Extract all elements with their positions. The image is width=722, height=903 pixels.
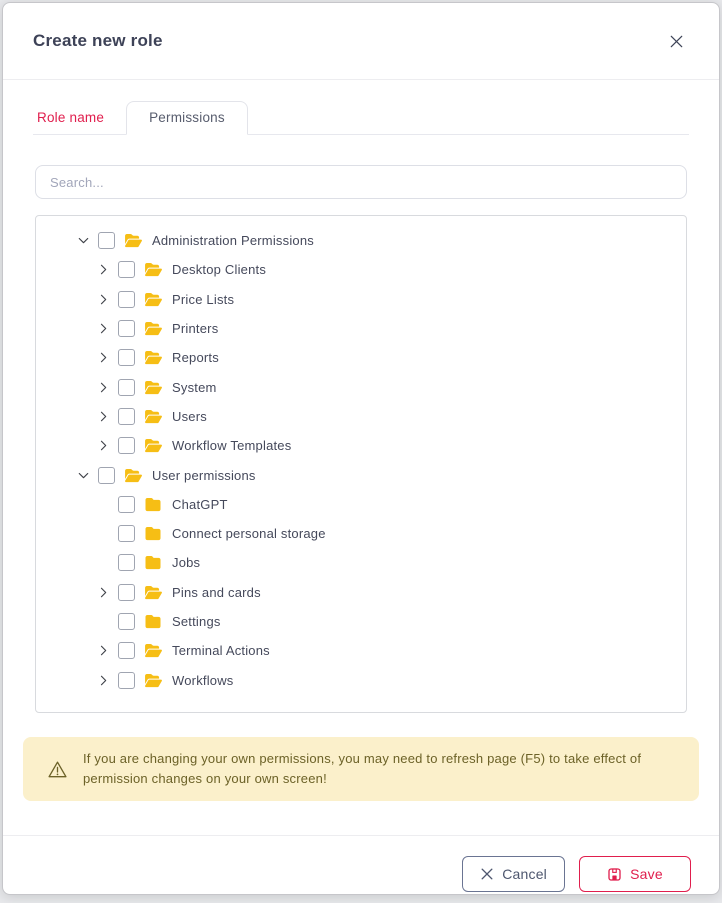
chevron-right-icon[interactable] bbox=[96, 380, 110, 394]
tree-item[interactable] bbox=[36, 314, 686, 343]
chevron-right-icon[interactable] bbox=[96, 439, 110, 453]
chevron-right-icon[interactable] bbox=[96, 673, 110, 687]
tree-item-label: Price Lists bbox=[172, 291, 235, 307]
tab-bar bbox=[33, 101, 689, 135]
dialog-header bbox=[3, 3, 719, 80]
folder-closed-icon bbox=[143, 555, 163, 570]
permissions-tree bbox=[35, 215, 687, 713]
create-role-dialog bbox=[2, 2, 720, 895]
warning-banner bbox=[23, 737, 699, 801]
tree-item-label: System bbox=[172, 379, 217, 395]
permission-checkbox[interactable] bbox=[118, 349, 135, 366]
cancel-button[interactable] bbox=[462, 856, 565, 892]
permission-checkbox[interactable] bbox=[118, 642, 135, 659]
tree-item-label: Terminal Actions bbox=[172, 643, 270, 659]
chevron-right-icon[interactable] bbox=[96, 263, 110, 277]
tree-item-label: Printers bbox=[172, 321, 219, 337]
tree-item-label: Workflow Templates bbox=[172, 438, 292, 454]
tree-item[interactable] bbox=[36, 607, 686, 636]
dialog-footer bbox=[3, 835, 719, 895]
permission-checkbox[interactable] bbox=[98, 467, 115, 484]
tree-item[interactable] bbox=[36, 431, 686, 460]
tree-item[interactable] bbox=[36, 665, 686, 694]
permission-checkbox[interactable] bbox=[118, 613, 135, 630]
permission-checkbox[interactable] bbox=[118, 554, 135, 571]
chevron-right-icon[interactable] bbox=[96, 585, 110, 599]
permission-checkbox[interactable] bbox=[118, 584, 135, 601]
warning-text: If you are changing your own permissions, you may need to refresh page (F5) to take effect of permission changes on your own screen! bbox=[83, 751, 642, 787]
tree-item[interactable] bbox=[36, 372, 686, 401]
tree-item-label: Connect personal storage bbox=[172, 526, 326, 542]
tree-item[interactable] bbox=[36, 548, 686, 577]
permission-checkbox[interactable] bbox=[118, 379, 135, 396]
folder-open-icon bbox=[143, 292, 163, 307]
folder-open-icon bbox=[143, 438, 163, 453]
folder-closed-icon bbox=[143, 526, 163, 541]
permission-checkbox[interactable] bbox=[118, 437, 135, 454]
close-icon bbox=[667, 32, 686, 51]
permission-checkbox[interactable] bbox=[98, 232, 115, 249]
permission-checkbox[interactable] bbox=[118, 525, 135, 542]
tree-item[interactable] bbox=[36, 519, 686, 548]
tree-item-label: Desktop Clients bbox=[172, 262, 267, 278]
tree-item[interactable] bbox=[36, 226, 686, 255]
chevron-right-icon[interactable] bbox=[96, 644, 110, 658]
chevron-down-icon[interactable] bbox=[76, 468, 90, 482]
tree-item-label: Reports bbox=[172, 350, 219, 366]
folder-open-icon bbox=[143, 321, 163, 336]
permission-checkbox[interactable] bbox=[118, 320, 135, 337]
folder-open-icon bbox=[143, 409, 163, 424]
tab-role-name-label: Role name bbox=[37, 110, 105, 125]
tree-item[interactable] bbox=[36, 578, 686, 607]
warning-triangle-icon bbox=[47, 759, 68, 780]
close-button[interactable] bbox=[663, 28, 689, 54]
tree-item-label: ChatGPT bbox=[172, 496, 228, 512]
save-button-label: Save bbox=[630, 866, 663, 883]
folder-open-icon bbox=[143, 380, 163, 395]
tree-item[interactable] bbox=[36, 255, 686, 284]
tree-item[interactable] bbox=[36, 285, 686, 314]
tree-item[interactable] bbox=[36, 343, 686, 372]
dialog-body bbox=[3, 135, 719, 713]
tree-item[interactable] bbox=[36, 636, 686, 665]
folder-open-icon bbox=[123, 468, 143, 483]
folder-closed-icon bbox=[143, 614, 163, 629]
tree-item[interactable] bbox=[36, 490, 686, 519]
folder-open-icon bbox=[143, 350, 163, 365]
permission-checkbox[interactable] bbox=[118, 261, 135, 278]
chevron-right-icon[interactable] bbox=[96, 409, 110, 423]
tree-item-label: Settings bbox=[172, 614, 221, 629]
folder-open-icon bbox=[123, 233, 143, 248]
tree-item-label: Users bbox=[172, 408, 207, 424]
save-button[interactable] bbox=[579, 856, 691, 892]
permission-checkbox[interactable] bbox=[118, 672, 135, 689]
permission-checkbox[interactable] bbox=[118, 496, 135, 513]
chevron-down-icon[interactable] bbox=[76, 234, 90, 248]
permission-checkbox[interactable] bbox=[118, 408, 135, 425]
tree-item-label: Administration Permissions bbox=[152, 233, 314, 249]
cancel-button-label: Cancel bbox=[502, 866, 547, 883]
chevron-right-icon[interactable] bbox=[96, 322, 110, 336]
folder-open-icon bbox=[143, 673, 163, 688]
search-input[interactable] bbox=[35, 165, 687, 199]
tab-permissions-label: Permissions bbox=[149, 110, 225, 125]
tree-item-label: Jobs bbox=[172, 555, 201, 571]
tab-role-name[interactable] bbox=[33, 102, 126, 134]
tree-item-label: Pins and cards bbox=[172, 584, 261, 600]
cancel-x-icon bbox=[480, 867, 494, 881]
tree-item-label: User permissions bbox=[152, 467, 256, 483]
tree-item[interactable] bbox=[36, 402, 686, 431]
folder-open-icon bbox=[143, 643, 163, 658]
folder-open-icon bbox=[143, 585, 163, 600]
tree-item[interactable] bbox=[36, 460, 686, 489]
chevron-right-icon[interactable] bbox=[96, 292, 110, 306]
folder-closed-icon bbox=[143, 497, 163, 512]
tree-item-label: Workflows bbox=[172, 672, 234, 688]
dialog-title: Create new role bbox=[33, 31, 163, 50]
folder-open-icon bbox=[143, 262, 163, 277]
chevron-right-icon[interactable] bbox=[96, 351, 110, 365]
tab-permissions[interactable] bbox=[126, 101, 248, 135]
save-floppy-icon bbox=[607, 867, 622, 882]
permission-checkbox[interactable] bbox=[118, 291, 135, 308]
